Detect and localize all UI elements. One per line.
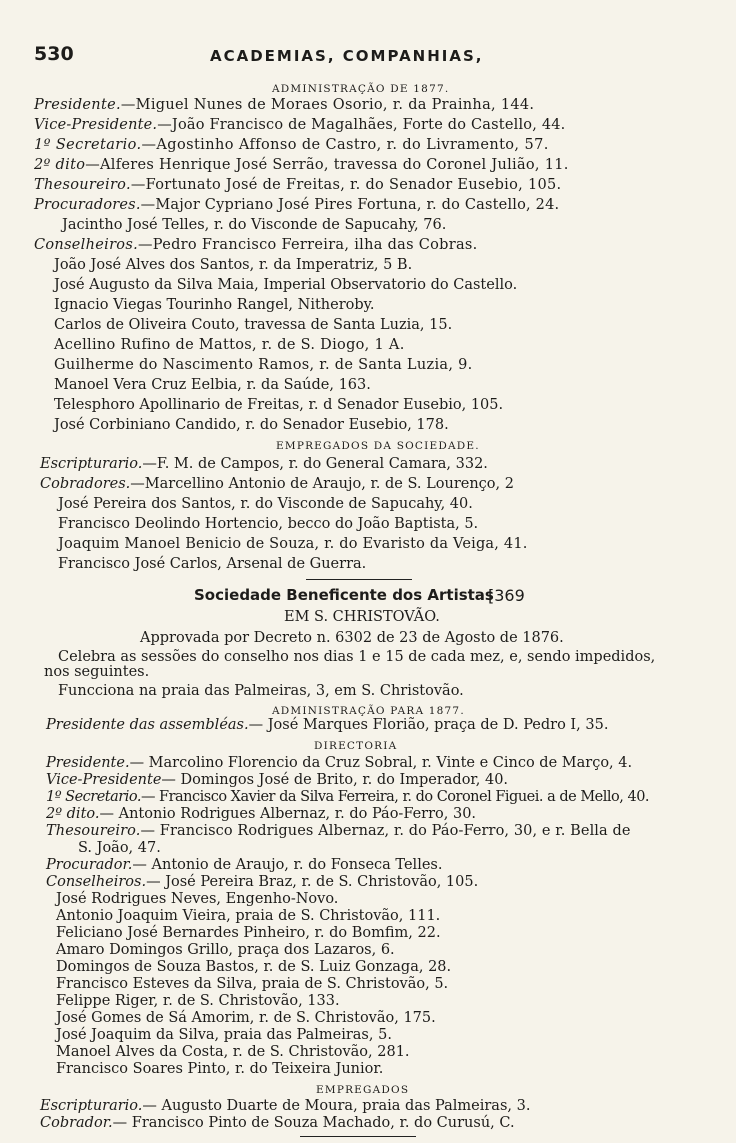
entry-line: 1º Secretario.—Agostinho Affonso de Castro, r. do Livramento, 57. (34, 137, 549, 153)
entry-line: Cobradores.—Marcellino Antonio de Araujo, r. de S. Lourenço, 2 (40, 476, 514, 492)
entry-line: Jacintho José Telles, r. do Visconde de Sapucahy, 76. (62, 217, 447, 233)
entry-line: Manoel Alves da Costa, r. de S. Christovão, 281. (56, 1044, 410, 1060)
entry-line: Thesoureiro.— Francisco Rodrigues Albernaz, r. do Páo-Ferro, 30, e r. Bella de (46, 823, 631, 839)
entry-line: Vice-Presidente— Domingos José de Brito, r. do Imperador, 40. (46, 772, 509, 788)
admin-heading-para-1877: ADMINISTRAÇÃO PARA 1877. (272, 705, 465, 717)
entry-line: 2º dito.— Antonio Rodrigues Albernaz, r. do Páo-Ferro, 30. (46, 806, 477, 822)
assembly-president: Presidente das assembléas.— José Marques Florião, praça de D. Pedro I, 35. (46, 717, 609, 733)
entry-line: Vice-Presidente.—João Francisco de Magalhães, Forte do Castello, 44. (34, 117, 566, 133)
entry-line: Telesphoro Apollinario de Freitas, r. d Senador Eusebio, 105. (54, 397, 504, 413)
entry-line: Francisco José Carlos, Arsenal de Guerra. (58, 556, 367, 572)
entry-line: Ignacio Viegas Tourinho Rangel, Nitheroby. (54, 297, 375, 313)
entry-line: Francisco Soares Pinto, r. do Teixeira Junior. (56, 1061, 384, 1077)
entry-line: Francisco Esteves da Silva, praia de S. Christovão, 5. (56, 976, 449, 992)
entry-line: Conselheiros.—Pedro Francisco Ferreira, ilha das Cobras. (34, 237, 478, 253)
entry-line: Escripturario.—F. M. de Campos, r. do General Camara, 332. (40, 456, 488, 472)
entry-line: José Corbiniano Candido, r. do Senador Eusebio, 178. (54, 417, 449, 433)
section-divider (306, 579, 412, 580)
entry-line: Francisco Deolindo Hortencio, becco do João Baptista, 5. (58, 516, 479, 532)
running-title: ACADEMIAS, COMPANHIAS, (210, 47, 484, 65)
entry-line: Procurador.— Antonio de Araujo, r. do Fonseca Telles. (46, 857, 443, 873)
entry-line: Procuradores.—Major Cypriano José Pires Fortuna, r. do Castello, 24. (34, 197, 560, 213)
entry-line: José Gomes de Sá Amorim, r. de S. Christovão, 175. (56, 1010, 436, 1026)
entry-line: Amaro Domingos Grillo, praça dos Lazaros, 6. (56, 942, 395, 958)
entry-line: Acellino Rufino de Mattos, r. de S. Diogo, 1 A. (54, 337, 405, 353)
entry-line: José Augusto da Silva Maia, Imperial Observatorio do Castello. (54, 277, 518, 293)
entry-line: Guilherme do Nascimento Ramos, r. de Santa Luzia, 9. (54, 357, 473, 373)
admin-heading-1877: ADMINISTRAÇÃO DE 1877. (272, 83, 450, 95)
entry-line: Cobrador.— Francisco Pinto de Souza Machado, r. do Curusú, C. (40, 1115, 515, 1131)
entry-line: José Rodrigues Neves, Engenho-Novo. (56, 891, 339, 907)
entry-line: Antonio Joaquim Vieira, praia de S. Christovão, 111. (56, 908, 441, 924)
employees-heading: EMPREGADOS DA SOCIEDADE. (276, 440, 480, 452)
entry-line: Manoel Vera Cruz Eelbia, r. da Saúde, 163. (54, 377, 371, 393)
sessions-line: nos seguintes. (44, 664, 150, 680)
entry-line: Felippe Riger, r. de S. Christovão, 133. (56, 993, 340, 1009)
entry-line: Domingos de Souza Bastos, r. de S. Luiz Gonzaga, 28. (56, 959, 452, 975)
section-divider (300, 1136, 416, 1137)
sessions-line: Celebra as sessões do conselho nos dias 1 e 15 de cada mez, e, sendo impedidos, (58, 649, 656, 665)
entry-line: S. João, 47. (78, 840, 161, 856)
entry-line: Conselheiros.— José Pereira Braz, r. de S. Christovão, 105. (46, 874, 479, 890)
entry-line: Joaquim Manoel Benicio de Souza, r. do Evaristo da Veiga, 41. (58, 536, 528, 552)
location-line: Funcciona na praia das Palmeiras, 3, em S. Christovão. (58, 683, 464, 699)
directory-heading: DIRECTORIA (314, 740, 398, 752)
page-number: 530 (34, 43, 74, 65)
society-subtitle: EM S. CHRISTOVÃO. (284, 609, 440, 625)
society-title: Sociedade Beneficente dos Artistas (194, 586, 494, 604)
entry-line: João José Alves dos Santos, r. da Imperatriz, 5 B. (54, 257, 413, 273)
entry-line: 2º dito—Alferes Henrique José Serrão, travessa do Coronel Julião, 11. (34, 157, 569, 173)
society-number: [369 (488, 586, 525, 605)
entry-line: Thesoureiro.—Fortunato José de Freitas, r. do Senador Eusebio, 105. (34, 177, 562, 193)
employees-heading-2: EMPREGADOS (316, 1084, 410, 1096)
entry-line: Carlos de Oliveira Couto, travessa de Santa Luzia, 15. (54, 317, 453, 333)
entry-line: Presidente.— Marcolino Florencio da Cruz Sobral, r. Vinte e Cinco de Março, 4. (46, 755, 633, 771)
entry-line: Feliciano José Bernardes Pinheiro, r. do Bomfim, 22. (56, 925, 441, 941)
entry-line: Escripturario.— Augusto Duarte de Moura, praia das Palmeiras, 3. (40, 1098, 531, 1114)
entry-line: 1º Secretario.— Francisco Xavier da Silva Ferreira, r. do Coronel Figuei. a de Mello, 40. (46, 789, 650, 805)
entry-line: José Joaquim da Silva, praia das Palmeiras, 5. (56, 1027, 392, 1043)
entry-line: Presidente.—Miguel Nunes de Moraes Osorio, r. da Prainha, 144. (34, 97, 535, 113)
approval-line: Approvada por Decreto n. 6302 de 23 de Agosto de 1876. (140, 630, 564, 646)
entry-line: José Pereira dos Santos, r. do Visconde de Sapucahy, 40. (58, 496, 473, 512)
